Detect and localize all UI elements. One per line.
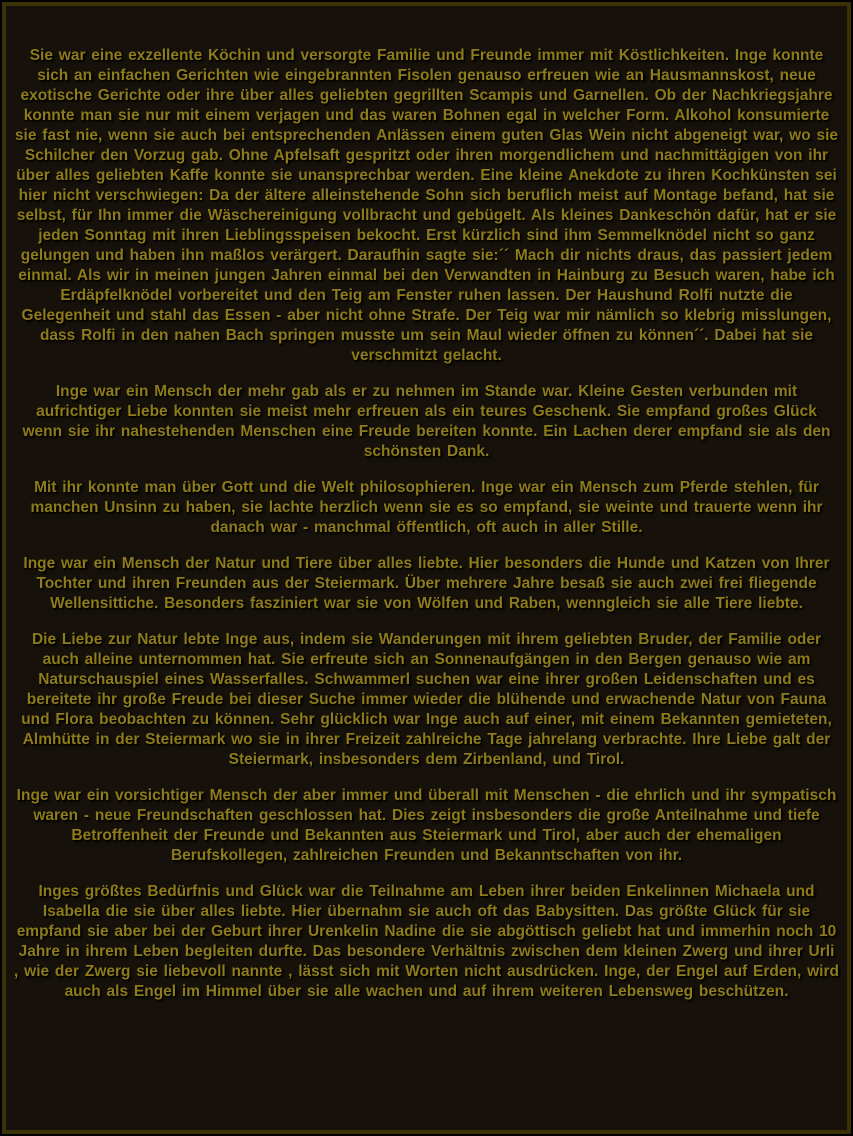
paragraph-friendships: Inge war ein vorsichtiger Mensch der aber immer und überall mit Menschen - die ehrlich und ihr sympatisch waren - neue Freundschaften geschlossen hat. Dies zeigt insbesonders die große Anteilnahme und tiefe Betroffenheit der Freunde und Bekannten aus Steiermark und Tirol, aber auch der ehemaligen Berufskollegen, zahlreichen Freunden und Bekanntschaften von ihr.: [16, 787, 837, 864]
paragraph-giving-person: Inge war ein Mensch der mehr gab als er zu nehmen im Stande war. Kleine Gesten verbunden mit aufrichtiger Liebe konnten sie meist mehr erfreuen als ein teures Geschenk. Sie empfand großes Glück wenn sie ihr nahestehenden Menschen eine Freude bereiten konnte. Ein Lachen derer empfand sie als den schönsten Dank.: [22, 383, 831, 460]
paragraph-animals: Inge war ein Mensch der Natur und Tiere über alles liebte. Hier besonders die Hunde und Katzen von Ihrer Tochter und ihren Freunden aus der Steiermark. Über mehrere Jahre besaß sie auch zwei frei fliegende Wellensittiche. Besonders fasziniert war sie von Wölfen und Raben, wenngleich sie alle Tiere liebte.: [23, 555, 830, 612]
paragraph-philosophy: Mit ihr konnte man über Gott und die Welt philosophieren. Inge war ein Mensch zum Pferde stehlen, für manchen Unsinn zu haben, sie lachte herzlich wenn sie es so empfand, sie weinte und trauerte wenn ihr danach war - manchmal öffentlich, oft auch in aller Stille.: [30, 479, 823, 536]
paragraph-cooking-anecdote: Sie war eine exzellente Köchin und versorgte Familie und Freunde immer mit Köstlichkeiten. Inge konnte sich an einfachen Gerichten wie eingebrannten Fisolen genauso erfreuen wie an Hausmannskost, neue exotische Gerichte oder ihre über alles geliebten gegrillten Scampis und Garnellen. Ob der Nachkriegsjahre konnte man sie nur mit einem verjagen und das waren Bohnen egal in welcher Form. Alkohol konsumierte sie fast nie, wenn sie auch bei entsprechenden Anlässen einem guten Glas Wein nicht abgeneigt war, wo sie Schilcher den Vorzug gab. Ohne Apfelsaft gespritzt oder ihren morgendlichem und nachmittägigen von ihr über alles geliebten Kaffe konnte sie unansprechbar werden. Eine kleine Anekdote zu ihren Kochkünsten sei hier nicht verschwiegen: Da der ältere alleinstehende Sohn sich beruflich meist auf Montage befand, hat sie selbst, für Ihn immer die Wäschereinigung vollbracht und gebügelt. Als kleines Dankeschön dafür, hat er sie jeden Sonntag mit ihren Lieblingsspeisen bekocht. Erst kürzlich sind ihm Semmelknödel nicht so ganz gelungen und haben ihn maßlos verärgert. Daraufhin sagte sie:´´ Mach dir nichts draus, das passiert jedem einmal. Als wir in meinen jungen Jahren einmal bei den Verwandten in Hainburg zu Besuch waren, habe ich Erdäpfelknödel vorbereitet und den Teig am Fenster ruhen lassen. Der Haushund Rolfi nutzte die Gelegenheit und stahl das Essen - aber nicht ohne Strafe. Der Teig war mir nämlich so klebrig misslungen, dass Rolfi in den nahen Bach springen musste um sein Maul wieder öffnen zu können´´. Dabei hat sie verschmitzt gelacht.: [14, 47, 839, 364]
paragraph-grandchildren: Inges größtes Bedürfnis und Glück war die Teilnahme am Leben ihrer beiden Enkelinnen Michaela und Isabella die sie über alles liebte. Hier übernahm sie auch oft das Babysitten. Das größte Glück für sie empfand sie aber bei der Geburt ihrer Urenkelin Nadine die sie abgöttisch geliebt hat und immerhin noch 10 Jahre in ihrem Leben begleiten durfte. Das besondere Verhältnis zwischen dem kleinen Zwerg und ihrer Urli , wie der Zwerg sie liebevoll nannte , lässt sich mit Worten nicht ausdrücken. Inge, der Engel auf Erden, wird auch als Engel im Himmel über sie alle wachen und auf ihrem weiteren Lebensweg beschützen.: [14, 883, 839, 1000]
paragraph-nature-love: Die Liebe zur Natur lebte Inge aus, indem sie Wanderungen mit ihrem geliebten Bruder, der Familie oder auch alleine unternommen hat. Sie erfreute sich an Sonnenaufgängen in den Bergen genauso wie am Naturschauspiel eines Wasserfalles. Schwammerl suchen war eine ihrer großen Leidenschaften und es bereitete ihr große Freude bei dieser Suche immer wieder die blühende und erwachende Natur von Fauna und Flora beobachten zu können. Sehr glücklich war Inge auch auf einer, mit einem Bekannten gemieteten, Almhütte in der Steiermark wo sie in ihrer Freizeit zahlreiche Tage jahrelang verbrachte. Ihre Liebe galt der Steiermark, insbesonders dem Zirbenland, und Tirol.: [21, 631, 832, 768]
memorial-text-page: [2, 2, 851, 1134]
